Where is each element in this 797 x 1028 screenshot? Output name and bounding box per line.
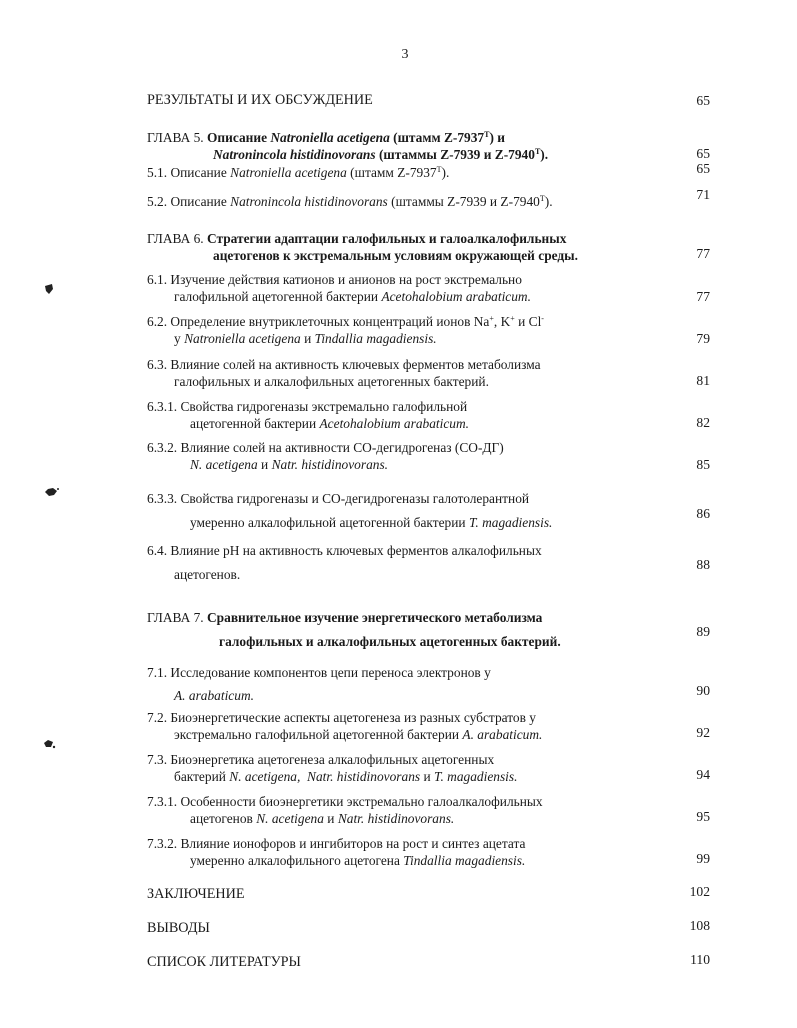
toc-section-7-2-page: 92 xyxy=(696,725,710,740)
toc-section-6-3-3-page: 86 xyxy=(696,506,710,521)
toc-findings-page: 108 xyxy=(689,918,710,933)
toc-section-7-3-page: 94 xyxy=(696,767,710,782)
toc-section-7-3-2: 7.3.2. Влияние ионофоров и ингибиторов на рост и синтез ацетата умеренно алкалофильного ацетогена Tindallia magadiensis. xyxy=(147,836,526,868)
toc-references: СПИСОК ЛИТЕРАТУРЫ xyxy=(147,954,301,970)
toc-chapter-6: ГЛАВА 6. Стратегии адаптации галофильных и галоалкалофильных ацетогенов к экстремальным условиям окружающей среды. xyxy=(147,231,578,263)
toc-chapter-5: ГЛАВА 5. Описание Natroniella acetigena (штамм $Z-7937^T$) и Natronincola histidinovorans (штаммы Z-7939 и $Z-7940^T$). xyxy=(147,130,549,162)
toc-results-page: 65 xyxy=(696,93,710,108)
toc-section-6-4: 6.4. Влияние pH на активность ключевых ферментов алкалофильных ацетогенов. xyxy=(147,543,542,582)
toc-section-5-2-page: 71 xyxy=(696,187,710,202)
toc-chapter-7: ГЛАВА 7. Сравнительное изучение энергетического метаболизма галофильных и алкалофильных ацетогенных бактерий. xyxy=(147,610,561,649)
scan-speck xyxy=(42,738,56,750)
toc-section-6-2: 6.2. Определение внутриклеточных концентраций ионов Na+, K+ и Cl- у Natroniella acetigena и Tindallia magadiensis. xyxy=(147,314,544,346)
toc-section-6-1-page: 77 xyxy=(696,289,710,304)
toc-section-6-2-page: 79 xyxy=(696,331,710,346)
toc-section-7-1-page: 90 xyxy=(696,683,710,698)
toc-section-7-3-2-page: 99 xyxy=(696,851,710,866)
toc-section-7-1: 7.1. Исследование компонентов цепи переноса электронов у A. arabaticum. xyxy=(147,665,491,703)
toc-references-page: 110 xyxy=(690,952,710,967)
toc-section-6-3: 6.3. Влияние солей на активность ключевых ферментов метаболизма галофильных и алкалофильных ацетогенных бактерий. xyxy=(147,357,541,389)
page-number: 3 xyxy=(401,47,409,62)
toc-section-7-3-1: 7.3.1. Особенности биоэнергетики экстремально галоалкалофильных ацетогенов N. acetigena и Natr. histidinovorans. xyxy=(147,794,543,826)
toc-section-6-3-2-page: 85 xyxy=(696,457,710,472)
toc-chapter-6-page: 77 xyxy=(696,246,710,261)
toc-section-6-4-page: 88 xyxy=(696,557,710,572)
toc-results: РЕЗУЛЬТАТЫ И ИХ ОБСУЖДЕНИЕ xyxy=(147,92,373,108)
toc-findings: ВЫВОДЫ xyxy=(147,920,210,936)
toc-section-7-3: 7.3. Биоэнергетика ацетогенеза алкалофильных ацетогенных бактерий N. acetigena, Natr. histidinovorans и T. magadiensis. xyxy=(147,752,518,784)
toc-section-6-3-1: 6.3.1. Свойства гидрогеназы экстремально галофильной ацетогенной бактерии Acetohalobium arabaticum. xyxy=(147,399,470,431)
toc-section-5-1-page: 65 xyxy=(696,161,710,176)
toc-chapter-7-page: 89 xyxy=(696,624,710,639)
toc-section-7-3-1-page: 95 xyxy=(696,809,710,824)
scan-speck xyxy=(43,282,55,296)
scan-speck xyxy=(44,486,60,498)
toc-conclusion-page: 102 xyxy=(689,884,710,899)
toc-section-7-2: 7.2. Биоэнергетические аспекты ацетогенеза из разных субстратов у экстремально галофильной ацетогенной бактерии A. arabaticum. xyxy=(147,710,543,742)
toc-section-6-3-3: 6.3.3. Свойства гидрогеназы и СО-дегидрогеназы галотолерантной умеренно алкалофильной ацетогенной бактерии T. magadiensis. xyxy=(147,491,553,530)
toc-section-5-2: 5.2. Описание Natronincola histidinovorans (штаммы Z-7939 и $Z-7940^T$). xyxy=(147,194,553,209)
toc-conclusion: ЗАКЛЮЧЕНИЕ xyxy=(147,886,245,902)
toc-section-6-3-page: 81 xyxy=(696,373,710,388)
toc-section-6-1: 6.1. Изучение действия катионов и анионов на рост экстремально галофильной ацетогенной бактерии Acetohalobium arabaticum. xyxy=(147,272,531,304)
toc-chapter-5-page: 65 xyxy=(696,146,710,161)
toc-section-6-3-2: 6.3.2. Влияние солей на активности СО-дегидрогеназ (СО-ДГ) N. acetigena и Natr. histidinovorans. xyxy=(147,440,504,472)
toc-section-6-3-1-page: 82 xyxy=(696,415,710,430)
toc-section-5-1: 5.1. Описание Natroniella acetigena (штамм $Z-7937^T$). xyxy=(147,165,450,180)
